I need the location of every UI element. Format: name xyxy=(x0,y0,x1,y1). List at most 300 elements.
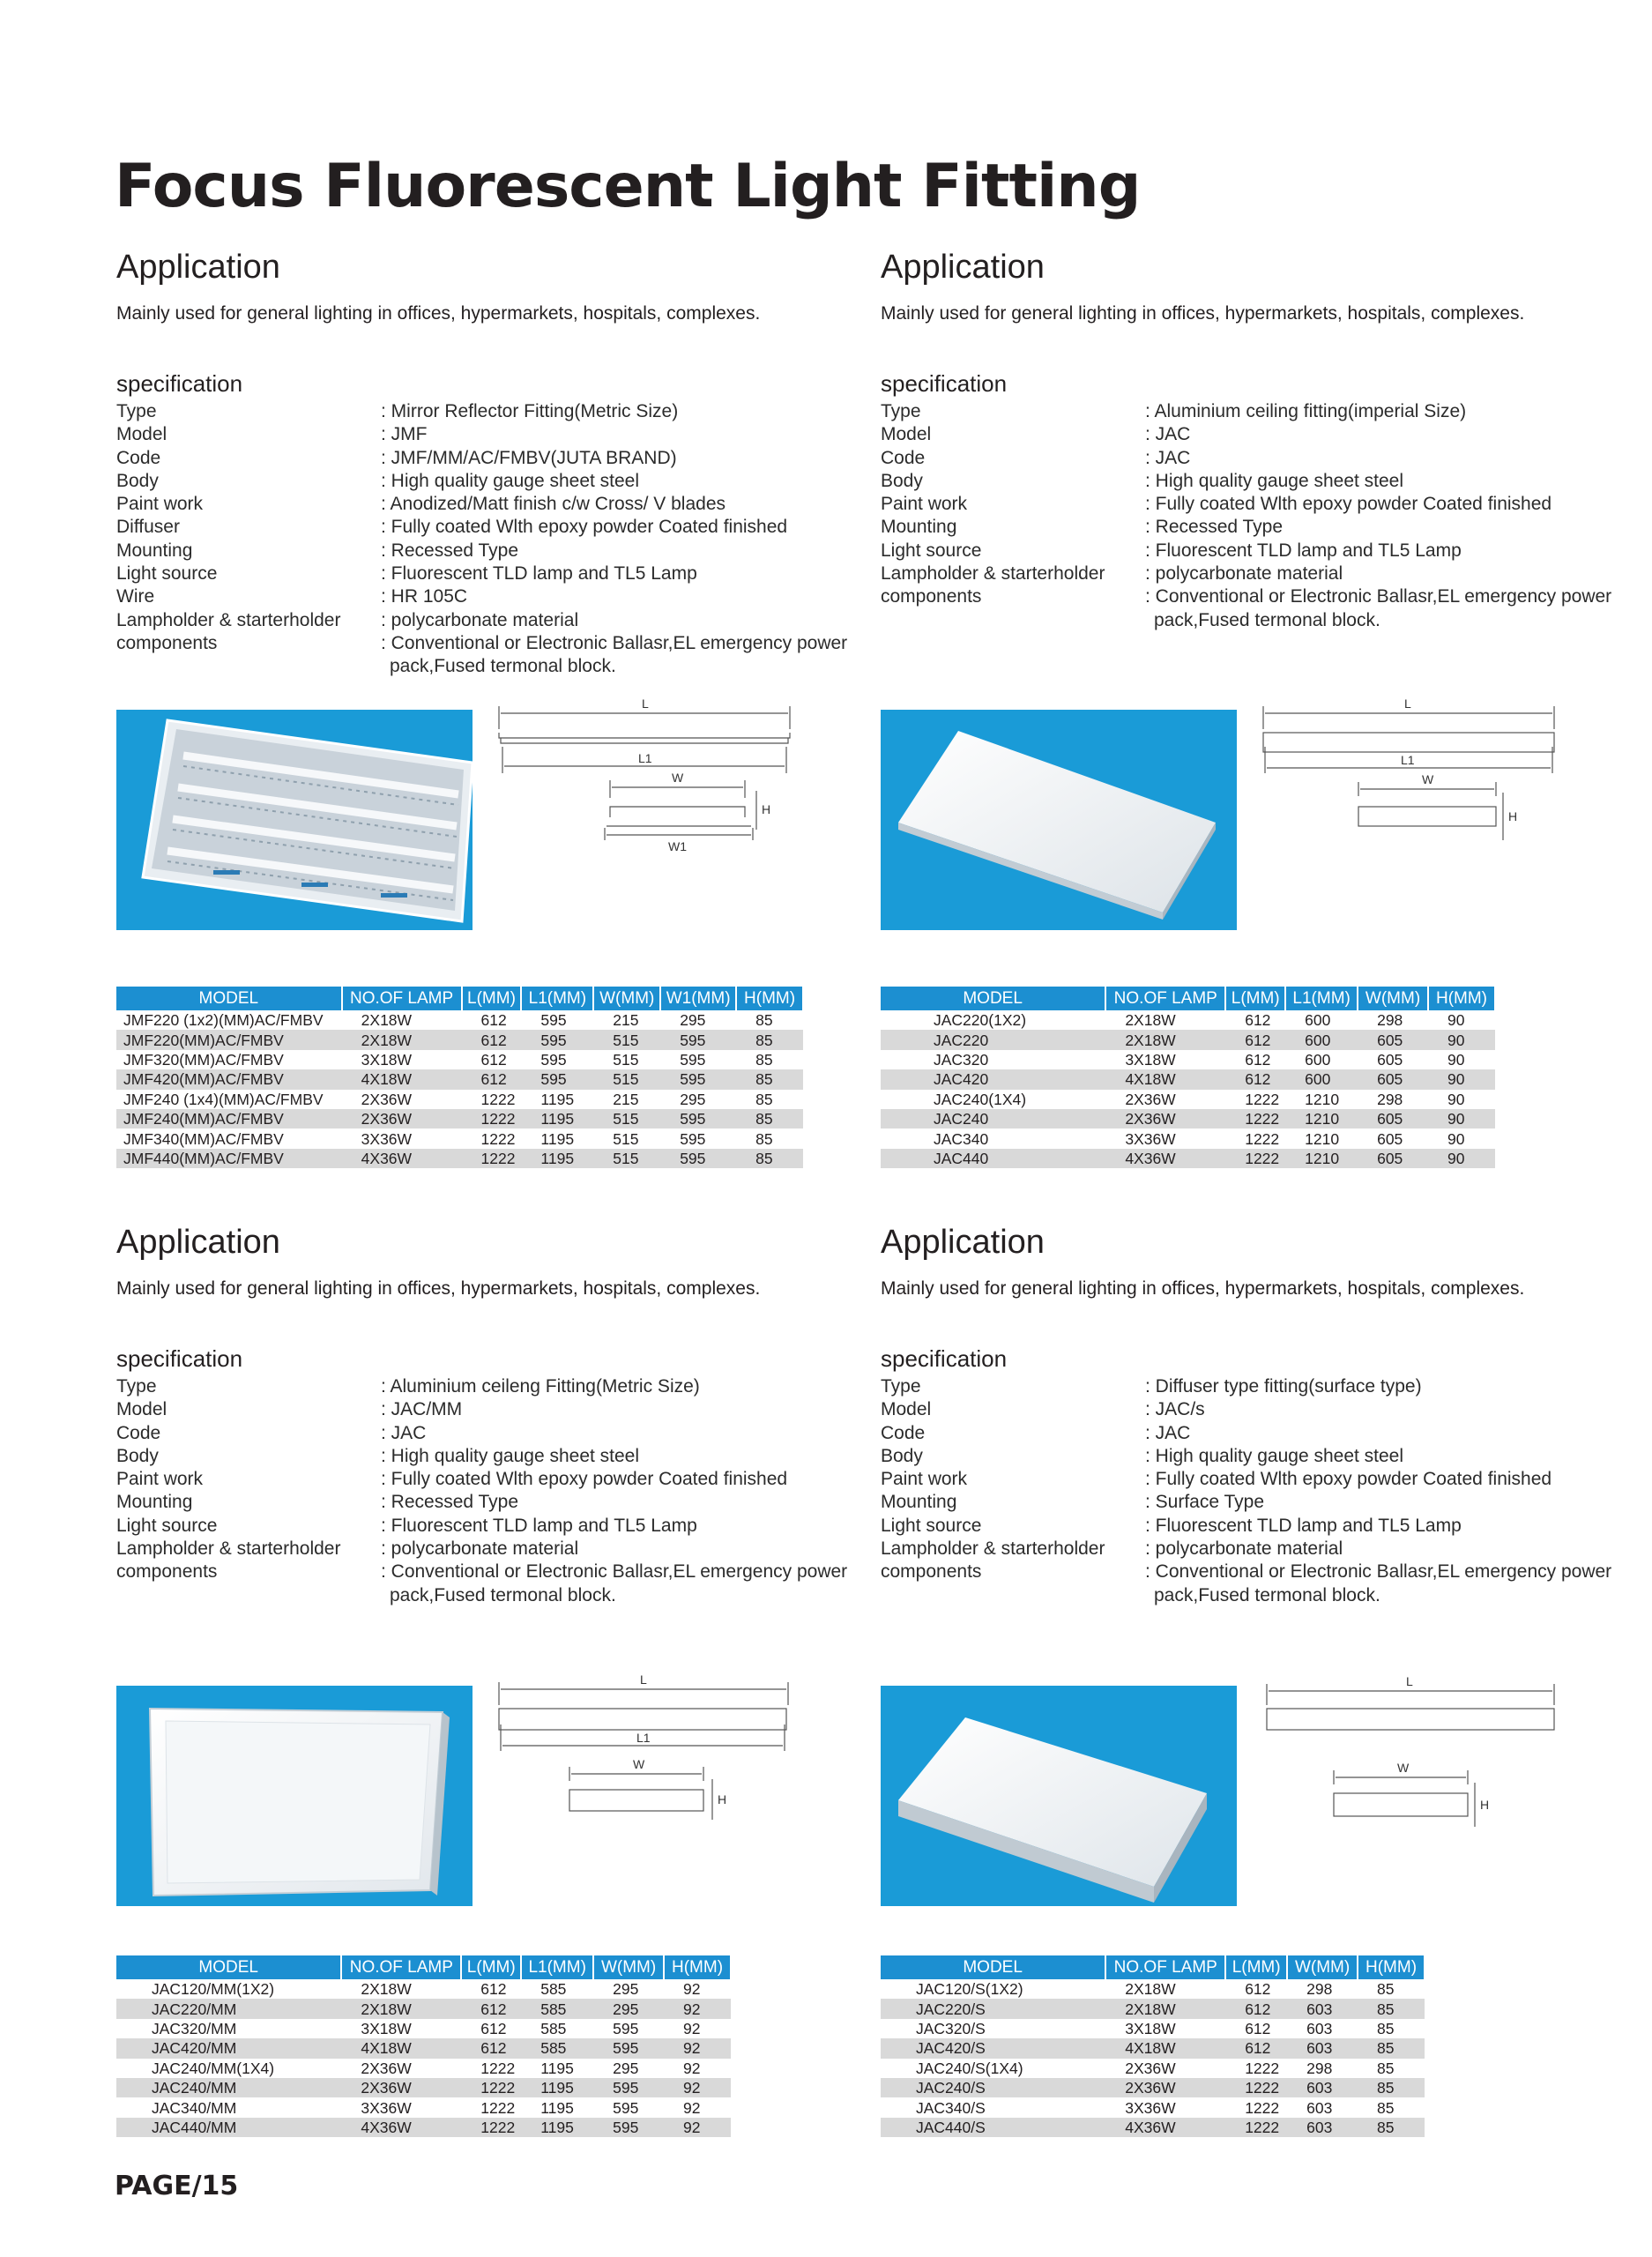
cell: 605 xyxy=(1358,1069,1428,1089)
product-panel-jmf xyxy=(116,249,857,1218)
table-row xyxy=(116,2059,731,2078)
spec-row xyxy=(116,1515,857,1538)
table-row xyxy=(881,2038,1425,2058)
spec-value: : polycarbonate material xyxy=(1145,563,1343,585)
spec-row xyxy=(116,400,857,423)
spec-label: Model xyxy=(881,1399,932,1420)
cell: 600 xyxy=(1285,1030,1358,1049)
table-row xyxy=(116,1069,803,1089)
spec-row xyxy=(116,562,857,585)
cell: 85 xyxy=(1377,2059,1395,2077)
cell: 90 xyxy=(1428,1069,1495,1089)
spec-value: : Conventional or Electronic Ballasr,EL emergency power pack,Fused termonal block. xyxy=(381,1561,848,1605)
spec-value: : JAC xyxy=(1145,424,1191,445)
cell: 1195 xyxy=(521,2078,593,2097)
spec-row xyxy=(116,1398,857,1421)
cell: 85 xyxy=(755,1090,773,1108)
table-row xyxy=(881,2097,1425,2117)
cell: 2X36W xyxy=(361,1090,413,1108)
cell: 2X18W xyxy=(361,1011,413,1030)
spec-label: components xyxy=(116,632,218,653)
model-table xyxy=(116,987,804,1168)
spec-value: : Fully coated Wlth epoxy powder Coated finished xyxy=(1145,494,1552,515)
cell: 298 xyxy=(1306,1980,1333,1999)
spec-row xyxy=(116,1445,857,1468)
col-header-h: H(MM) xyxy=(1358,1955,1425,1979)
spec-value: : Conventional or Electronic Ballasr,EL emergency power pack,Fused termonal block. xyxy=(1145,1561,1612,1605)
spec-label: Body xyxy=(116,1445,159,1466)
cell: JMF240 (1x4)(MM)AC/FMBV xyxy=(123,1090,324,1108)
cell: 4X36W xyxy=(342,1149,462,1168)
spec-value: : Aluminium ceileng Fitting(Metric Size) xyxy=(381,1376,700,1397)
col-header-w: W(MM) xyxy=(593,1955,664,1979)
product-panel-jac-s xyxy=(881,1224,1621,2194)
col-header-h: H(MM) xyxy=(1428,987,1495,1010)
dimension-drawing-svg xyxy=(495,1670,830,1934)
cell: 595 xyxy=(593,2078,664,2097)
spec-label: Body xyxy=(881,1445,923,1466)
cell: 85 xyxy=(736,1149,803,1168)
table-row xyxy=(881,2118,1425,2137)
dim-label-h: H xyxy=(1508,809,1518,823)
cell: JAC440/S xyxy=(881,2118,1105,2137)
dim-label-h: H xyxy=(762,802,771,816)
cell: 1195 xyxy=(540,2059,574,2077)
application-text: Mainly used for general lighting in offices, hypermarkets, hospitals, complexes. xyxy=(116,1278,761,1299)
application-text: Mainly used for general lighting in offices, hypermarkets, hospitals, complexes. xyxy=(881,1278,1525,1299)
cell: 215 xyxy=(613,1011,639,1030)
cell: 603 xyxy=(1306,2098,1333,2117)
cell: JAC320 xyxy=(934,1050,989,1069)
spec-value: : Fluorescent TLD lamp and TL5 Lamp xyxy=(1145,1515,1462,1536)
cell: JAC420/MM xyxy=(116,2038,341,2058)
table-row xyxy=(881,1010,1495,1030)
spec-label: Paint work xyxy=(116,494,204,515)
spec-row xyxy=(881,1468,1621,1491)
cell: 515 xyxy=(593,1069,660,1089)
cell: 85 xyxy=(736,1069,803,1089)
spec-value: : Mirror Reflector Fitting(Metric Size) xyxy=(381,401,679,421)
cell: 90 xyxy=(1428,1149,1495,1168)
cell: 515 xyxy=(593,1109,660,1128)
spec-label: components xyxy=(881,1561,982,1583)
col-header-l: L(MM) xyxy=(461,1955,521,1979)
col-header-l: L(MM) xyxy=(1225,987,1285,1010)
cell: JMF440(MM)AC/FMBV xyxy=(116,1149,342,1168)
product-photo xyxy=(881,710,1237,930)
spec-label: Paint work xyxy=(881,494,968,515)
spec-label: Code xyxy=(116,447,161,468)
product-photo xyxy=(116,1686,473,1906)
reflector-fitting-image xyxy=(116,710,473,930)
spec-list xyxy=(881,400,1621,632)
cell: 92 xyxy=(664,2038,731,2058)
cell: 298 xyxy=(1306,2059,1333,2077)
cell: 92 xyxy=(664,2078,731,2097)
cell: 600 xyxy=(1305,1011,1331,1030)
cell: JMF220(MM)AC/FMBV xyxy=(116,1030,342,1049)
spec-value: : HR 105C xyxy=(381,586,468,607)
table-row xyxy=(116,2097,731,2117)
cell: 1195 xyxy=(521,1149,593,1168)
cell: 605 xyxy=(1377,1050,1403,1069)
spec-row xyxy=(881,423,1621,446)
table-row xyxy=(881,1069,1495,1089)
cell: 1222 xyxy=(1225,1149,1285,1168)
cell: 85 xyxy=(755,1050,773,1069)
dim-label-h: H xyxy=(1480,1798,1490,1812)
page-number: PAGE/15 xyxy=(115,2171,239,2201)
cell: JAC240 xyxy=(881,1109,1105,1128)
col-header-lamp: NO.OF LAMP xyxy=(1105,1955,1225,1979)
table-row xyxy=(116,1979,731,1999)
cell: 3X18W xyxy=(361,2019,412,2037)
spec-row xyxy=(881,1375,1621,1398)
table-row xyxy=(881,1109,1495,1128)
spec-label: Lampholder & starterholder xyxy=(881,563,1105,585)
cell: JAC120/MM(1X2) xyxy=(152,1980,275,1999)
col-header-h: H(MM) xyxy=(664,1955,731,1979)
cell: 612 xyxy=(462,1030,522,1049)
cell: 585 xyxy=(540,2019,567,2037)
spec-value: : Recessed Type xyxy=(1145,517,1284,538)
model-table xyxy=(881,1955,1425,2137)
spec-row xyxy=(116,585,857,608)
spec-row xyxy=(116,632,857,679)
cell: 612 xyxy=(462,1069,522,1089)
cell: 2X36W xyxy=(1105,1109,1225,1128)
cell: 2X18W xyxy=(341,1999,461,2018)
cell: 605 xyxy=(1358,1149,1428,1168)
application-heading: Application xyxy=(116,249,280,286)
cell: 90 xyxy=(1447,1090,1465,1108)
dim-label-l1: L1 xyxy=(1401,753,1415,767)
spec-value: : JAC xyxy=(1145,1422,1191,1443)
table-row xyxy=(881,1149,1495,1168)
spec-label: Mounting xyxy=(116,1492,193,1513)
page-title: Focus Fluorescent Light Fitting xyxy=(115,152,1141,221)
spec-label: Light source xyxy=(116,1515,218,1536)
cell: 595 xyxy=(613,2019,639,2037)
application-heading: Application xyxy=(116,1224,280,1261)
spec-label: Code xyxy=(881,1422,926,1443)
cell: 2X36W xyxy=(342,1109,462,1128)
col-header-l1: L1(MM) xyxy=(521,1955,593,1979)
cell: JMF420(MM)AC/FMBV xyxy=(116,1069,342,1089)
spec-label: Paint work xyxy=(881,1469,968,1490)
cell: 1222 xyxy=(480,2059,516,2077)
col-header-l: L(MM) xyxy=(1225,1955,1287,1979)
cell: 92 xyxy=(683,1980,701,1999)
cell: 612 xyxy=(480,1011,507,1030)
table-row xyxy=(116,1109,803,1128)
cell: 595 xyxy=(660,1030,736,1049)
product-panel-jac xyxy=(881,249,1621,1218)
spec-value: : Surface Type xyxy=(1145,1492,1265,1513)
cell: 595 xyxy=(540,1050,567,1069)
col-header-lamp: NO.OF LAMP xyxy=(341,1955,461,1979)
table-row xyxy=(881,2078,1425,2097)
cell: 612 xyxy=(480,1050,507,1069)
cell: 2X36W xyxy=(1125,2059,1176,2077)
cell: JAC220 xyxy=(881,1030,1105,1049)
specification-heading: specification xyxy=(116,370,243,397)
cell: 4X36W xyxy=(1105,1149,1225,1168)
spec-label: Body xyxy=(116,470,159,491)
cell: JAC240(1X4) xyxy=(934,1090,1027,1108)
cell: 3X18W xyxy=(1125,2019,1176,2037)
col-header-l1: L1(MM) xyxy=(521,987,593,1010)
spec-label: Light source xyxy=(881,540,982,561)
cell: 612 xyxy=(1245,1980,1271,1999)
col-header-model: MODEL xyxy=(116,1955,341,1979)
cell: JAC120/S(1X2) xyxy=(916,1980,1023,1999)
cell: 90 xyxy=(1447,1129,1465,1148)
spec-value: : polycarbonate material xyxy=(1145,1538,1343,1560)
cell: 92 xyxy=(664,2118,731,2137)
table-row xyxy=(881,1128,1495,1148)
table-row xyxy=(116,2118,731,2137)
spec-label: Type xyxy=(881,1376,921,1397)
cell: 585 xyxy=(521,2038,593,2058)
cell: 295 xyxy=(613,2059,639,2077)
cell: 85 xyxy=(1358,2078,1425,2097)
cell: JAC220(1X2) xyxy=(934,1011,1027,1030)
cell: 3X36W xyxy=(1125,1129,1176,1148)
cell: 612 xyxy=(1225,1030,1285,1049)
cell: 612 xyxy=(461,1999,521,2018)
cell: 3X18W xyxy=(1125,1050,1176,1069)
product-photo xyxy=(881,1686,1237,1906)
cell: JAC240/MM xyxy=(116,2078,341,2097)
spec-row xyxy=(881,585,1621,632)
cell: JAC240/MM(1X4) xyxy=(152,2059,275,2077)
dim-label-l1: L1 xyxy=(638,751,652,765)
cell: 2X18W xyxy=(361,1980,412,1999)
cell: JMF340(MM)AC/FMBV xyxy=(123,1129,284,1148)
table-row xyxy=(881,1030,1495,1049)
cell: JAC440/MM xyxy=(116,2118,341,2137)
cell: 1222 xyxy=(1225,2078,1287,2097)
cell: 4X18W xyxy=(342,1069,462,1089)
cell: 1222 xyxy=(1245,2059,1280,2077)
cell: 595 xyxy=(540,1011,567,1030)
dim-label-l: L xyxy=(640,1672,647,1687)
cell: 90 xyxy=(1428,1109,1495,1128)
cell: 1210 xyxy=(1285,1149,1358,1168)
table-row xyxy=(881,2019,1425,2038)
spec-value: : High quality gauge sheet steel xyxy=(1145,1445,1404,1466)
cell: JAC420 xyxy=(881,1069,1105,1089)
application-heading: Application xyxy=(881,1224,1045,1261)
cell: 603 xyxy=(1287,2078,1358,2097)
cell: 612 xyxy=(480,2019,507,2037)
spec-value: : JAC xyxy=(381,1422,427,1443)
table-row xyxy=(116,1999,731,2018)
col-header-w: W(MM) xyxy=(1358,987,1428,1010)
cell: 1222 xyxy=(1245,2098,1280,2117)
cell: 600 xyxy=(1285,1069,1358,1089)
spec-value: : Conventional or Electronic Ballasr,EL emergency power pack,Fused termonal block. xyxy=(1145,586,1612,630)
spec-row xyxy=(881,1398,1621,1421)
cell: JMF220 (1x2)(MM)AC/FMBV xyxy=(123,1011,324,1030)
spec-value: : Aluminium ceiling fitting(imperial Size) xyxy=(1145,401,1467,421)
cell: 515 xyxy=(613,1050,639,1069)
spec-value: : JMF xyxy=(381,424,428,445)
cell: JAC220/S xyxy=(881,1999,1105,2018)
cell: 3X36W xyxy=(361,1129,413,1148)
col-header-lamp: NO.OF LAMP xyxy=(1105,987,1225,1010)
spec-label: Diffuser xyxy=(116,517,180,538)
spec-value: : JAC xyxy=(1145,447,1191,468)
cell: 612 xyxy=(1225,1069,1285,1089)
cell: 1222 xyxy=(461,2118,521,2137)
table-row xyxy=(116,1010,803,1030)
cell: 85 xyxy=(1358,2118,1425,2137)
spec-row xyxy=(881,1515,1621,1538)
cell: 85 xyxy=(755,1011,773,1030)
cell: 585 xyxy=(540,1980,567,1999)
spec-label: Lampholder & starterholder xyxy=(881,1538,1105,1560)
application-heading: Application xyxy=(881,249,1045,286)
application-text: Mainly used for general lighting in offices, hypermarkets, hospitals, complexes. xyxy=(116,303,761,324)
col-header-w1: W1(MM) xyxy=(660,987,736,1010)
cell: 1222 xyxy=(1245,1129,1280,1148)
cell: 85 xyxy=(1377,2098,1395,2117)
table-row xyxy=(881,1050,1495,1069)
cell: 1222 xyxy=(1225,2118,1287,2137)
col-header-l1: L1(MM) xyxy=(1285,987,1358,1010)
model-table xyxy=(881,987,1496,1168)
cell: 92 xyxy=(664,1999,731,2018)
spec-label: Light source xyxy=(116,563,218,585)
cell: 2X18W xyxy=(1105,1030,1225,1049)
spec-value: : Conventional or Electronic Ballasr,EL emergency power pack,Fused termonal block. xyxy=(381,632,848,677)
cell: 3X36W xyxy=(361,2098,412,2117)
cell: 1222 xyxy=(461,2078,521,2097)
product-panel-jac-mm xyxy=(116,1224,857,2194)
spec-value: : polycarbonate material xyxy=(381,1538,579,1560)
cell: 2X18W xyxy=(342,1030,462,1049)
cell: JAC240/S xyxy=(881,2078,1105,2097)
spec-row xyxy=(881,400,1621,423)
col-header-model: MODEL xyxy=(881,1955,1105,1979)
cell: JAC340/MM xyxy=(152,2098,237,2117)
spec-list xyxy=(116,1375,857,1607)
spec-value: : JAC/s xyxy=(1145,1399,1205,1420)
cell: 295 xyxy=(593,1999,664,2018)
spec-label: Model xyxy=(881,424,932,445)
table-row xyxy=(116,2038,731,2058)
spec-label: Lampholder & starterholder xyxy=(116,1538,341,1560)
spec-row xyxy=(116,1422,857,1445)
dim-label-w: W xyxy=(1422,772,1434,786)
table-row xyxy=(881,1979,1425,1999)
specification-heading: specification xyxy=(881,370,1008,397)
dimension-drawing-svg xyxy=(1260,694,1595,958)
dimension-drawing-svg xyxy=(495,694,830,958)
spec-row xyxy=(116,493,857,516)
dim-label-l: L xyxy=(1404,696,1411,711)
cell: 595 xyxy=(660,1149,736,1168)
cell: 85 xyxy=(1377,1980,1395,1999)
cell: 595 xyxy=(680,1050,706,1069)
spec-row xyxy=(881,470,1621,493)
cell: 3X36W xyxy=(1125,2098,1176,2117)
cell: 215 xyxy=(613,1090,639,1108)
spec-list xyxy=(881,1375,1621,1607)
cell: 1222 xyxy=(462,1109,522,1128)
spec-label: Model xyxy=(116,424,167,445)
spec-value: : Recessed Type xyxy=(381,540,519,561)
spec-value: : Diffuser type fitting(surface type) xyxy=(1145,1376,1422,1397)
spec-label: Mounting xyxy=(881,1492,957,1513)
spec-row xyxy=(116,1538,857,1561)
cell: 4X36W xyxy=(1105,2118,1225,2137)
spec-value: : Anodized/Matt finish c/w Cross/ V blades xyxy=(381,494,726,515)
table-row xyxy=(881,1999,1425,2018)
cell: JAC340/S xyxy=(916,2098,986,2117)
spec-value: : High quality gauge sheet steel xyxy=(1145,470,1404,491)
spec-row xyxy=(881,1445,1621,1468)
cell: 595 xyxy=(521,1069,593,1089)
dimension-drawing xyxy=(1260,694,1595,958)
cell: JAC420/S xyxy=(881,2038,1105,2058)
cell: 612 xyxy=(1245,2019,1271,2037)
cell: 612 xyxy=(1225,1999,1287,2018)
table-row xyxy=(116,1128,803,1148)
spec-value: : polycarbonate material xyxy=(381,609,579,630)
spec-value: : JAC/MM xyxy=(381,1399,463,1420)
spec-value: : High quality gauge sheet steel xyxy=(381,1445,640,1466)
cell: 595 xyxy=(613,2098,639,2117)
cell: 1195 xyxy=(540,1090,575,1108)
dim-label-h: H xyxy=(718,1792,727,1806)
cell: 600 xyxy=(1305,1050,1331,1069)
cell: 603 xyxy=(1306,2019,1333,2037)
spec-row xyxy=(116,447,857,470)
cell: 85 xyxy=(1358,1999,1425,2018)
spec-label: Type xyxy=(116,1376,157,1397)
spec-row xyxy=(116,1491,857,1514)
spec-label: Paint work xyxy=(116,1469,204,1490)
cell: 4X18W xyxy=(341,2038,461,2058)
cell: 1222 xyxy=(480,1129,516,1148)
cell: 585 xyxy=(521,1999,593,2018)
cell: JMF240(MM)AC/FMBV xyxy=(116,1109,342,1128)
cell: 90 xyxy=(1447,1050,1465,1069)
cell: 92 xyxy=(683,2059,701,2077)
spec-row xyxy=(116,1468,857,1491)
cell: 90 xyxy=(1447,1011,1465,1030)
cell: JAC240/S(1X4) xyxy=(916,2059,1023,2077)
col-header-lamp: NO.OF LAMP xyxy=(342,987,462,1010)
cell: 4X18W xyxy=(1105,2038,1225,2058)
spec-value: : Fully coated Wlth epoxy powder Coated finished xyxy=(1145,1469,1552,1490)
spec-label: Type xyxy=(116,401,157,421)
cell: 603 xyxy=(1287,1999,1358,2018)
cell: 1222 xyxy=(480,2098,516,2117)
spec-value: : Recessed Type xyxy=(381,1492,519,1513)
cell: 1195 xyxy=(521,2118,593,2137)
cell: JAC320/MM xyxy=(152,2019,237,2037)
specification-heading: specification xyxy=(116,1345,243,1372)
cell: 595 xyxy=(680,1129,706,1148)
cell: 295 xyxy=(680,1090,706,1108)
dim-label-l: L xyxy=(642,696,649,711)
spec-row xyxy=(881,562,1621,585)
cell: 595 xyxy=(660,1069,736,1089)
